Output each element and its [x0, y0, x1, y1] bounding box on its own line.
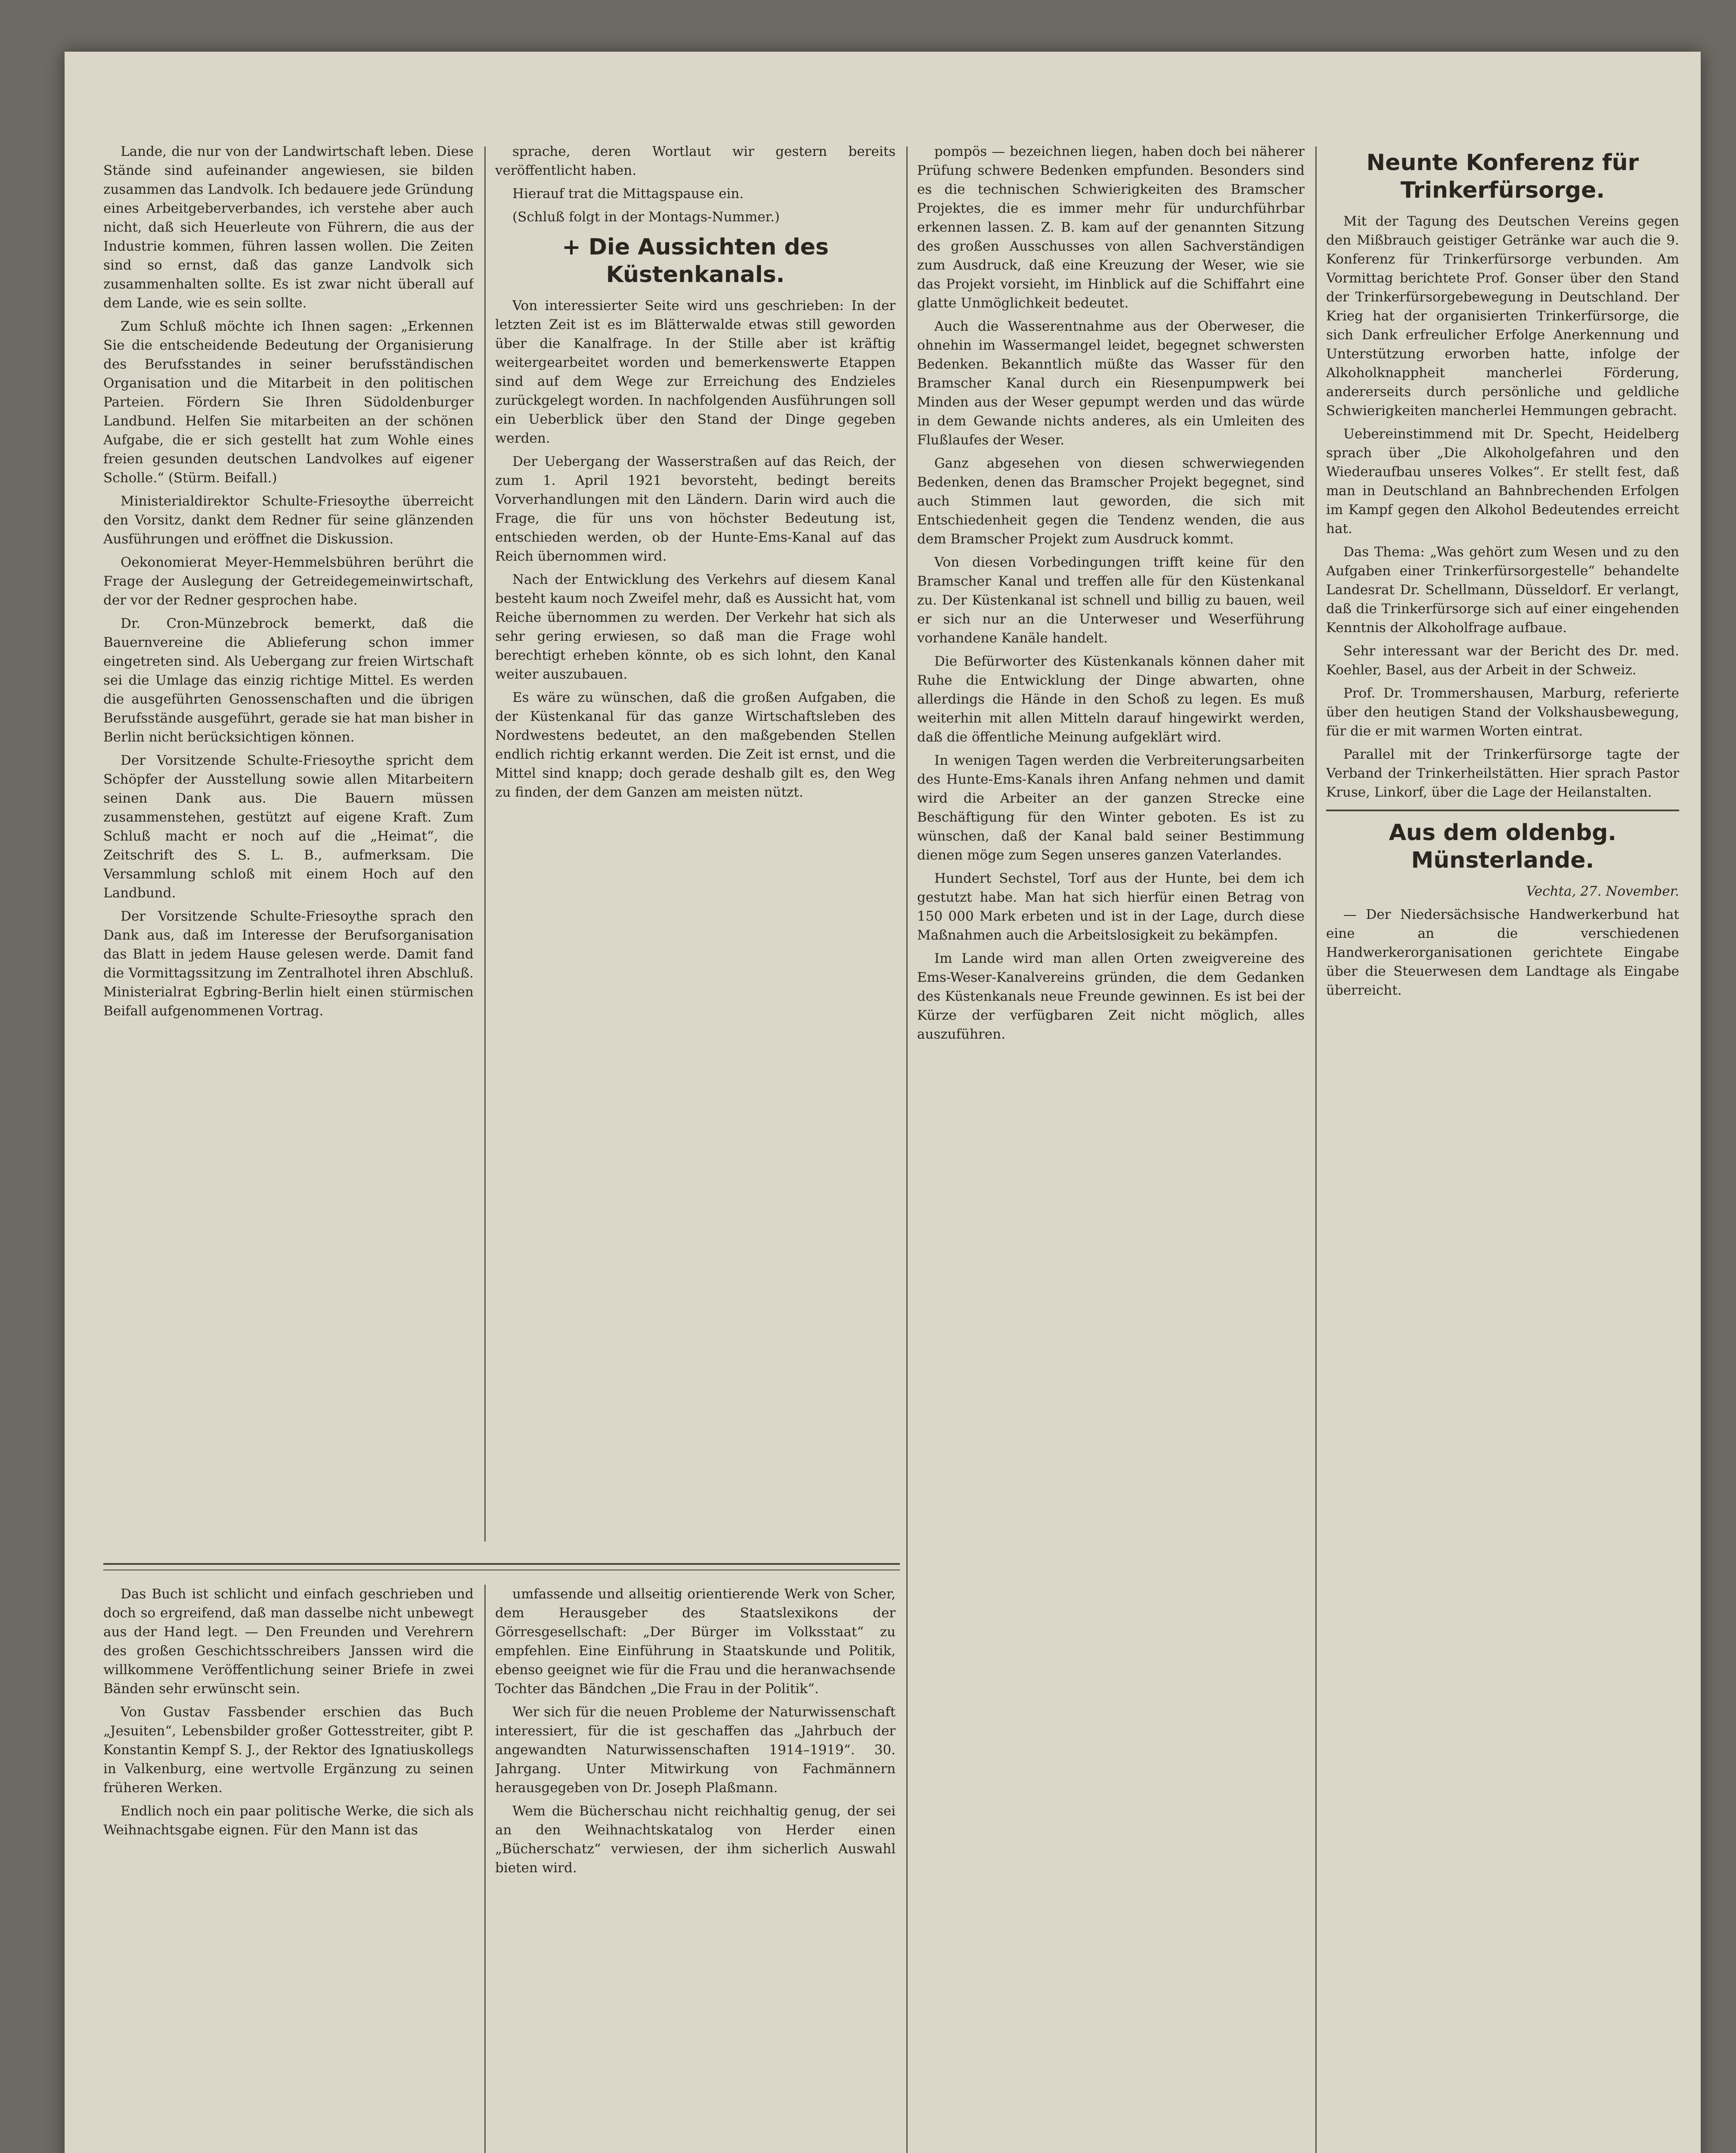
- article-paragraph: umfassende und allseitig orientierende Werk von Scher, dem Herausgeber des Staatslexikons der Görresgesellschaft: „Der Bürger im Volksstaat“ zu empfehlen. Eine Einführung in Staatskunde und Politik, ebenso geeignet wie für die Frau und die heranwachsende Tochter das Bändchen „Die Frau in der Politik“.: [495, 1586, 896, 1697]
- column-4: [1326, 142, 1679, 2153]
- column-divider: [484, 146, 486, 1542]
- article-paragraph: Wer sich für die neuen Probleme der Naturwissenschaft interessiert, für die ist geschaffen das „Jahrbuch der angewandten Naturwissenschaften 1914–1919“. 30. Jahrgang. Unter Mitwirkung von Fachmännern herausgegeben von Dr. Joseph Plaßmann.: [495, 1704, 896, 1796]
- article-paragraph: pompös — bezeichnen liegen, haben doch bei näherer Prüfung schwere Bedenken empfunden. Besonders sind es die technischen Schwierigkeiten des Bramscher Projektes, die es immer mehr für undurchführbar erkennen lassen. Z. B. kam auf der genannten Sitzung des großen Ausschusses von allen Sachverständigen zum Ausdruck, daß eine Kreuzung der Weser, wie sie das Projekt vorsieht, im Hinblick auf die Schiffahrt eine glatte Unmöglichkeit bedeutet.: [917, 144, 1305, 311]
- article-paragraph: Das Buch ist schlicht und einfach geschrieben und doch so ergreifend, daß man dasselbe nicht unbewegt aus der Hand legt. — Den Freunden und Verehrern des großen Geschichtsschreibers Janssen wird die willkommene Veröffentlichung seiner Briefe in zwei Bänden sehr erwünscht sein.: [103, 1586, 474, 1697]
- article-headline: + Die Aussichten des Küstenkanals.: [562, 234, 829, 288]
- column-2: [495, 142, 896, 1546]
- column-divider: [1315, 146, 1317, 2153]
- article-paragraph: Die Befürworter des Küstenkanals können daher mit Ruhe die Entwicklung der Dinge abwarten, ohne allerdings die Hände in den Schoß zu legen. Es muß weiterhin mit allen Mitteln darauf hingewirkt werden, daß die öffentliche Meinung aufgeklärt wird.: [917, 654, 1305, 745]
- article-paragraph: Von diesen Vorbedingungen trifft keine für den Bramscher Kanal und treffen alle für den Küstenkanal zu. Der Küstenkanal ist schnell und billig zu bauen, weil er sich nur an die Unterweser und Weserführung vorhandene Kanäle handelt.: [917, 555, 1305, 646]
- article-paragraph: Das Thema: „Was gehört zum Wesen und zu den Aufgaben einer Trinkerfürsorgestelle“ behandelte Landesrat Dr. Schellmann, Düsseldorf. Er verlangt, daß die Trinkerfürsorge sich auf einer eingehenden Kenntnis der Alkoholfrage aufbaue.: [1326, 544, 1679, 636]
- article-paragraph: Auch die Wasserentnahme aus der Oberweser, die ohnehin im Wassermangel leidet, begegnet schwersten Bedenken. Bekanntlich müßte das Wasser für den Bramscher Kanal durch ein Riesenpumpwerk bei Minden aus der Weser gepumpt werden und das würde in dem Gewande nichts anderes, als ein Umleiten des Flußlaufes der Weser.: [917, 319, 1305, 448]
- article-paragraph: Hierauf trat die Mittagspause ein.: [512, 186, 744, 202]
- article-paragraph: Hundert Sechstel, Torf aus der Hunte, bei dem ich gestutzt habe. Man hat sich hierfür einen Betrag von 150 000 Mark erbeten und ist in der Lage, durch diese Maßnahmen auch die Arbeitslosigkeit zu bekämpfen.: [917, 871, 1305, 943]
- column-divider: [484, 1585, 486, 2153]
- article-paragraph: Zum Schluß möchte ich Ihnen sagen: „Erkennen Sie die entscheidende Bedeutung der Organisierung des Berufsstandes in seiner berufsständischen Organisation und die Mitarbeit in den politischen Parteien. Fördern Sie Ihren Südoldenburger Landbund. Helfen Sie mitarbeiten an der schönen Aufgabe, die er sich gestellt hat zum Wohle eines freien gesunden deutschen Landvolkes auf eigener Scholle.“ (Stürm. Beifall.): [103, 319, 474, 486]
- column-1: [103, 142, 474, 1546]
- article-paragraph: — Der Niedersächsische Handwerkerbund hat eine an die verschiedenen Handwerkerorganisationen gerichtete Eingabe über die Steuerwesen dem Landtage als Eingabe überreicht.: [1326, 907, 1679, 998]
- article-paragraph: Von Gustav Fassbender erschien das Buch „Jesuiten“, Lebensbilder großer Gottesstreiter, gibt P. Konstantin Kempf S. J., der Rektor des Ignatiuskollegs in Valkenburg, eine wertvolle Ergänzung zu seinen früheren Werken.: [103, 1704, 474, 1796]
- article-paragraph: Von interessierter Seite wird uns geschrieben: In der letzten Zeit ist es im Blätterwalde etwas still geworden über die Kanalfrage. In der Stille aber ist kräftig weitergearbeitet worden und bemerkenswerte Etappen sind auf dem Wege zur Erreichung des Endzieles zurückgelegt worden. In nachfolgenden Ausführungen soll ein Ueberblick über den Stand der Dinge gegeben werden.: [495, 298, 896, 446]
- article-paragraph: Der Vorsitzende Schulte-Friesoythe sprach den Dank aus, daß im Interesse der Berufsorganisation das Blatt in jedem Hause gelesen werde. Damit fand die Vormittagssitzung im Zentralhotel ihren Abschluß. Ministerialrat Egbring-Berlin hielt einen stürmischen Beifall aufgenommenen Vortrag.: [103, 909, 474, 1019]
- article-paragraph: sprache, deren Wortlaut wir gestern bereits veröffentlicht haben.: [495, 144, 896, 178]
- feuilleton-divider: [103, 1563, 900, 1565]
- column-5: [103, 1585, 474, 2153]
- section-divider: [1326, 810, 1679, 811]
- article-paragraph: (Schluß folgt in der Montags-Nummer.): [512, 209, 780, 225]
- article-paragraph: Der Vorsitzende Schulte-Friesoythe spricht dem Schöpfer der Ausstellung sowie allen Mitarbeitern seinen Dank aus. Die Bauern müssen zusammenstehen, gestützt auf eigene Kraft. Zum Schluß macht er noch auf die „Heimat“, die Zeitschrift des S. L. B., aufmerksam. Die Versammlung schloß mit einem Hoch auf den Landbund.: [103, 753, 474, 901]
- article-paragraph: Parallel mit der Trinkerfürsorge tagte der Verband der Trinkerheilstätten. Hier sprach Pastor Kruse, Linkorf, über die Lage der Heilanstalten.: [1326, 747, 1679, 800]
- article-paragraph: Mit der Tagung des Deutschen Vereins gegen den Mißbrauch geistiger Getränke war auch die 9. Konferenz für Trinkerfürsorge verbunden. Am Vormittag berichtete Prof. Gonser über den Stand der Trinkerfürsorgebewegung in Deutschland. Der Krieg hat der organisierten Trinkerfürsorge, die sich Dank erfreulicher Erfolge Anerkennung und Unterstützung erworben hatte, infolge der Alkoholknappheit mancherlei Förderung, andererseits durch persönliche und geldliche Schwierigkeiten mancherlei Hemmungen gebracht.: [1326, 214, 1679, 419]
- article-paragraph: Oekonomierat Meyer-Hemmelsbühren berührt die Frage der Auslegung der Getreidegemeinwirtschaft, der vor der Redner gesprochen habe.: [103, 555, 474, 608]
- newspaper-page: [65, 52, 1701, 2153]
- dateline: Vechta, 27. November.: [1526, 884, 1679, 899]
- article-paragraph: Prof. Dr. Trommershausen, Marburg, referierte über den heutigen Stand der Volkshausbewegung, für die er mit warmen Worten eintrat.: [1326, 686, 1679, 739]
- article-paragraph: Im Lande wird man allen Orten zweigvereine des Ems-Weser-Kanalvereins gründen, die dem Gedanken des Küstenkanals neue Freunde gewinnen. Es ist bei der Kürze der verfügbaren Zeit nicht möglich, alles auszuführen.: [917, 951, 1305, 1042]
- article-paragraph: Es wäre zu wünschen, daß die großen Aufgaben, die der Küstenkanal für das ganze Wirtschaftsleben des Nordwestens bedeutet, an den maßgebenden Stellen endlich richtig erkannt werden. Die Zeit ist ernst, und die Mittel sind knapp; doch gerade deshalb gilt es, den Weg zu finden, der dem Ganzen am meisten nützt.: [495, 690, 896, 800]
- article-paragraph: Endlich noch ein paar politische Werke, die sich als Weihnachtsgabe eignen. Für den Mann ist das: [103, 1803, 474, 1838]
- article-paragraph: Sehr interessant war der Bericht des Dr. med. Koehler, Basel, aus der Arbeit in der Schweiz.: [1326, 643, 1679, 678]
- article-paragraph: Der Uebergang der Wasserstraßen auf das Reich, der zum 1. April 1921 bevorsteht, bedingt bereits Vorverhandlungen mit den Ländern. Darin wird auch die Frage, die für uns von höchster Bedeutung ist, entschieden werden, ob der Hunte-Ems-Kanal auf das Reich übernommen wird.: [495, 454, 896, 564]
- column-6: [495, 1585, 896, 2153]
- article-paragraph: Nach der Entwicklung des Verkehrs auf diesem Kanal besteht kaum noch Zweifel mehr, daß es Aussicht hat, vom Reiche übernommen zu werden. Der Verkehr hat sich als sehr gering erwiesen, so daß man die Frage wohl berechtigt erheben könnte, ob es sich lohnt, den Kanal weiter auszubauen.: [495, 572, 896, 682]
- article-paragraph: Wem die Bücherschau nicht reichhaltig genug, der sei an den Weihnachtskatalog von Herder einen „Bücherschatz“ verwiesen, der ihm sicherlich Auswahl bieten wird.: [495, 1803, 896, 1876]
- section-headline: Aus dem oldenbg. Münsterlande.: [1389, 820, 1617, 873]
- article-paragraph: Dr. Cron-Münzebrock bemerkt, daß die Bauernvereine die Ablieferung schon immer eingetreten sind. Als Uebergang zur freien Wirtschaft sei die Umlage das einzig richtige Mittel. Es werden die ausgeführten Genossenschaften und die übrigen Berufsstände ausgeführt, gerade sie hat man bisher in Berlin nicht berücksichtigen können.: [103, 616, 474, 745]
- article-paragraph: Ganz abgesehen von diesen schwerwiegenden Bedenken, denen das Bramscher Projekt begegnet, sind auch Stimmen laut geworden, die sich mit Entschiedenheit gegen die Tendenz wenden, die aus dem Bramscher Projekt zum Ausdruck kommt.: [917, 456, 1305, 547]
- article-paragraph: Lande, die nur von der Landwirtschaft leben. Diese Stände sind aufeinander angewiesen, sie bilden zusammen das Landvolk. Ich bedauere jede Gründung eines Arbeitgeberverbandes, ich verstehe aber auch nicht, daß sich Heuerleute von Führern, die aus der Industrie kommen, führen lassen wollen. Die Zeiten sind so ernst, daß das ganze Landvolk sich zusammenhalten sollte. Es ist zwar nicht überall auf dem Lande, wie es sein sollte.: [103, 144, 474, 311]
- article-paragraph: In wenigen Tagen werden die Verbreiterungsarbeiten des Hunte-Ems-Kanals ihren Anfang nehmen und damit wird die Arbeiter an der ganzen Strecke eine Beschäftigung für den Winter geboten. Es ist zu wünschen, daß der Kanal bald seiner Bestimmung dienen möge zum Segen unseres ganzen Vaterlandes.: [917, 753, 1305, 863]
- column-divider: [906, 146, 908, 2153]
- article-headline: Neunte Konferenz für Trinkerfürsorge.: [1366, 150, 1639, 203]
- article-paragraph: Uebereinstimmend mit Dr. Specht, Heidelberg sprach über „Die Alkoholgefahren und den Wiederaufbau unseres Volkes“. Er stellt fest, daß man in Deutschland an Bahnbrechenden Erfolgen im Kampf gegen den Alkohol Bedeutendes erreicht hat.: [1326, 426, 1679, 537]
- article-paragraph: Ministerialdirektor Schulte-Friesoythe überreicht den Vorsitz, dankt dem Redner für seine glänzenden Ausführungen und eröffnet die Diskussion.: [103, 493, 474, 547]
- column-3: [917, 142, 1305, 2153]
